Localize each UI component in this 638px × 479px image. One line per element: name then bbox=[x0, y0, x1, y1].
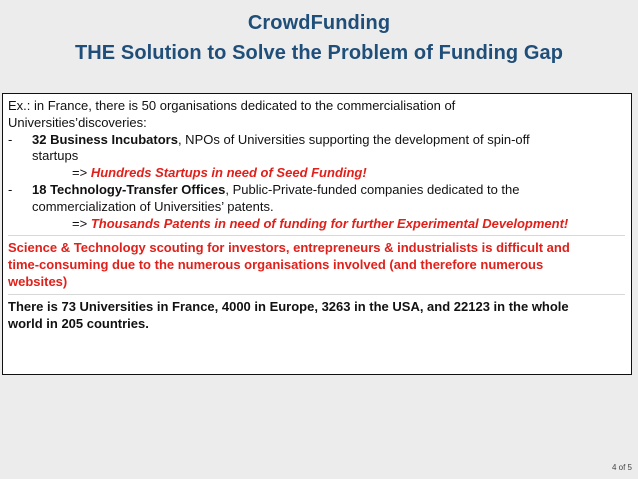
paragraph-line: world in 205 countries. bbox=[8, 315, 149, 331]
title-line-2: THE Solution to Solve the Problem of Funding Gap bbox=[74, 42, 564, 64]
bullet-dash: - bbox=[8, 181, 13, 197]
paragraph-line: time-consuming due to the numerous organisations involved (and therefore numerous bbox=[8, 257, 544, 273]
intro-line-1: Ex.: in France, there is 50 organisations dedicated to the commercialisation of bbox=[8, 98, 456, 113]
bullet-consequence bbox=[8, 216, 625, 233]
page-number: 4 of 5 bbox=[611, 463, 632, 472]
bullet-bold-text: 18 Technology-Transfer Offices bbox=[32, 181, 226, 197]
scouting-paragraph bbox=[8, 240, 625, 290]
universities-paragraph bbox=[8, 299, 625, 333]
paragraph-line: There is 73 Universities in France, 4000 in Europe, 3263 in the USA, and 22123 in the whole bbox=[8, 298, 569, 314]
divider bbox=[8, 235, 625, 236]
bullet-consequence bbox=[8, 165, 625, 182]
arrow-text: => bbox=[72, 165, 88, 181]
title-line-1: CrowdFunding bbox=[247, 12, 391, 34]
bullet-text: , Public-Private-funded companies dedicated to the bbox=[225, 181, 520, 197]
paragraph-line: Science & Technology scouting for investors, entrepreneurs & industrialists is difficult and bbox=[8, 240, 570, 256]
bullet-text-continued: startups bbox=[32, 148, 79, 164]
intro-line-2: Universities’discoveries: bbox=[8, 114, 147, 130]
content-box bbox=[2, 93, 632, 375]
bullet-bold-text: 32 Business Incubators bbox=[32, 131, 178, 147]
highlight-text: Thousands Patents in need of funding for further Experimental Development! bbox=[90, 215, 569, 231]
divider bbox=[8, 294, 625, 295]
bullet-business-incubators bbox=[8, 132, 625, 166]
bullet-technology-transfer-offices bbox=[8, 182, 625, 216]
arrow-text: => bbox=[72, 215, 88, 231]
bullet-text: , NPOs of Universities supporting the development of spin-off bbox=[177, 131, 530, 147]
slide-title bbox=[0, 8, 638, 68]
bullet-text-continued: commercialization of Universities’ patents. bbox=[32, 198, 274, 214]
paragraph-line: websites) bbox=[8, 273, 68, 289]
highlight-text: Hundreds Startups in need of Seed Funding! bbox=[90, 165, 367, 181]
bullet-dash: - bbox=[8, 131, 13, 147]
